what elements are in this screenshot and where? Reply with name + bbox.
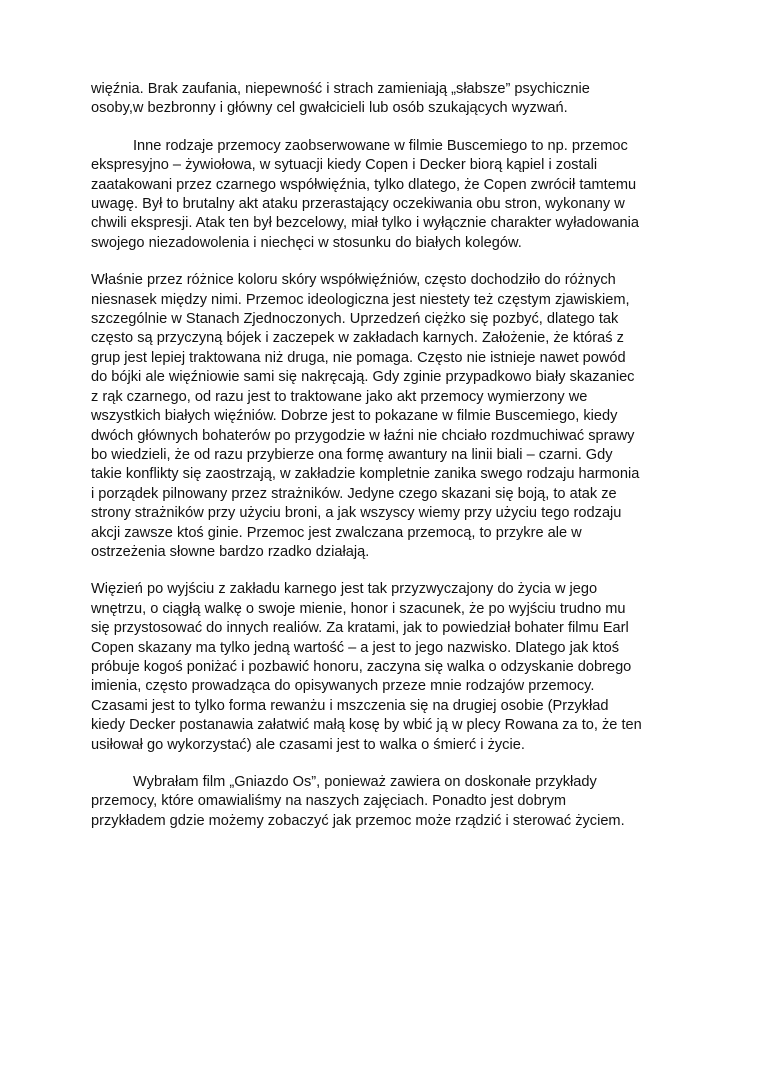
text-line: z rąk czarnego, od razu jest to traktowane jako akt przemocy wymierzony we: [91, 388, 588, 405]
text-line: swojego niezadowolenia i niechęci w stosunku do białych kolegów.: [91, 234, 522, 251]
text-line: Właśnie przez różnice koloru skóry współwięźniów, często dochodziło do różnych: [91, 272, 616, 289]
text-line: chwili ekspresji. Atak ten był bezcelowy, miał tylko i wyłącznie charakter wyładowania: [91, 215, 640, 232]
text-line: często są przyczyną bójek i zaczepek w zakładach karnych. Założenie, że któraś z: [91, 330, 624, 347]
document-body: [91, 80, 675, 849]
text-line: do bójki ale więźniowie sami się nakręcają. Gdy zginie przypadkowo biały skazaniec: [91, 369, 635, 386]
text-line: imienia, często prowadząca do opisywanych przeze mnie rodzajów przemocy.: [91, 678, 595, 695]
paragraph: [91, 271, 675, 562]
text-line: się przystosować do innych realiów. Za kratami, jak to powiedział bohater filmu Earl: [91, 620, 629, 637]
text-line: takie konflikty się zaostrzają, w zakładzie kompletnie zanika swego rodzaju harmonia: [91, 466, 640, 483]
text-line: Czasami jest to tylko forma rewanżu i mszczenia się na drugiej osobie (Przykład: [91, 697, 609, 714]
text-line: przemocy, które omawialiśmy na naszych zajęciach. Ponadto jest dobrym: [91, 793, 567, 810]
text-line: i porządek pilnowany przez strażników. Jedyne czego skazani się boją, to atak ze: [91, 485, 617, 502]
text-line: przykładem gdzie możemy zobaczyć jak przemoc może rządzić i sterować życiem.: [91, 812, 625, 829]
text-line: więźnia. Brak zaufania, niepewność i strach zamieniają „słabsze” psychicznie: [91, 81, 590, 97]
text-line: uwagę. Był to brutalny akt ataku przerastający oczekiwania obu stron, wykonany w: [91, 196, 625, 213]
text-line: ekspresyjno – żywiołowa, w sytuacji kiedy Copen i Decker biorą kąpiel i zostali: [91, 157, 598, 174]
text-line: wszystkich białych więźniów. Dobrze jest to pokazane w filmie Buscemiego, kiedy: [91, 408, 618, 425]
text-line: niesnasek między nimi. Przemoc ideologiczna jest niestety też częstym zjawiskiem,: [91, 291, 630, 308]
text-line: strony strażników przy użyciu broni, a jak wszyscy wiemy przy użyciu tego rodzaju: [91, 505, 622, 522]
paragraph: [91, 137, 675, 253]
text-line: usiłował go wykorzystać) ale czasami jest to walka o śmierć i życie.: [91, 736, 525, 753]
text-line: próbuje kogoś poniżać i pozbawić honoru, zaczyna się walka o odzyskanie dobrego: [91, 658, 632, 675]
text-line: wnętrzu, o ciągłą walkę o swoje mienie, honor i szacunek, że po wyjściu trudno mu: [91, 600, 626, 617]
text-line: kiedy Decker postanawia załatwić małą kosę by wbić ją w plecy Rowana za to, że ten: [91, 717, 642, 734]
text-line: Więzień po wyjściu z zakładu karnego jest tak przyzwyczajony do życia w jego: [91, 581, 598, 598]
text-line: ostrzeżenia słowne bardzo rzadko działają.: [91, 543, 370, 560]
text-line: grup jest lepiej traktowana niż druga, nie pomaga. Często nie istnieje nawet powód: [91, 349, 626, 366]
text-line: zaatakowani przez czarnego współwięźnia, tylko dlatego, że Copen zwrócił tamtemu: [91, 176, 637, 193]
text-line: Copen skazany ma tylko jedną wartość – a jest to jego nazwisko. Dlatego jak ktoś: [91, 639, 620, 656]
text-line: bo wiedzieli, że od razu przybierze ona formę awantury na linii biali – czarni. Gdy: [91, 446, 613, 463]
text-line: Inne rodzaje przemocy zaobserwowane w filmie Buscemiego to np. przemoc: [133, 137, 628, 154]
paragraph: [91, 773, 675, 831]
text-line: dwóch głównych bohaterów po przygodzie w łaźni nie chciało rozdmuchiwać sprawy: [91, 427, 635, 444]
text-line: akcji zawsze ktoś ginie. Przemoc jest zwalczana przemocą, to przykre ale w: [91, 524, 582, 541]
text-line: szczególnie w Stanach Zjednoczonych. Uprzedzeń ciężko się pozbyć, dlatego tak: [91, 311, 619, 328]
text-line: osoby,w bezbronny i główny cel gwałcicieli lub osób szukających wyzwań.: [91, 100, 568, 117]
paragraph: [91, 580, 675, 755]
paragraph: [91, 80, 675, 119]
text-line: Wybrałam film „Gniazdo Os”, ponieważ zawiera on doskonałe przykłady: [133, 774, 597, 790]
